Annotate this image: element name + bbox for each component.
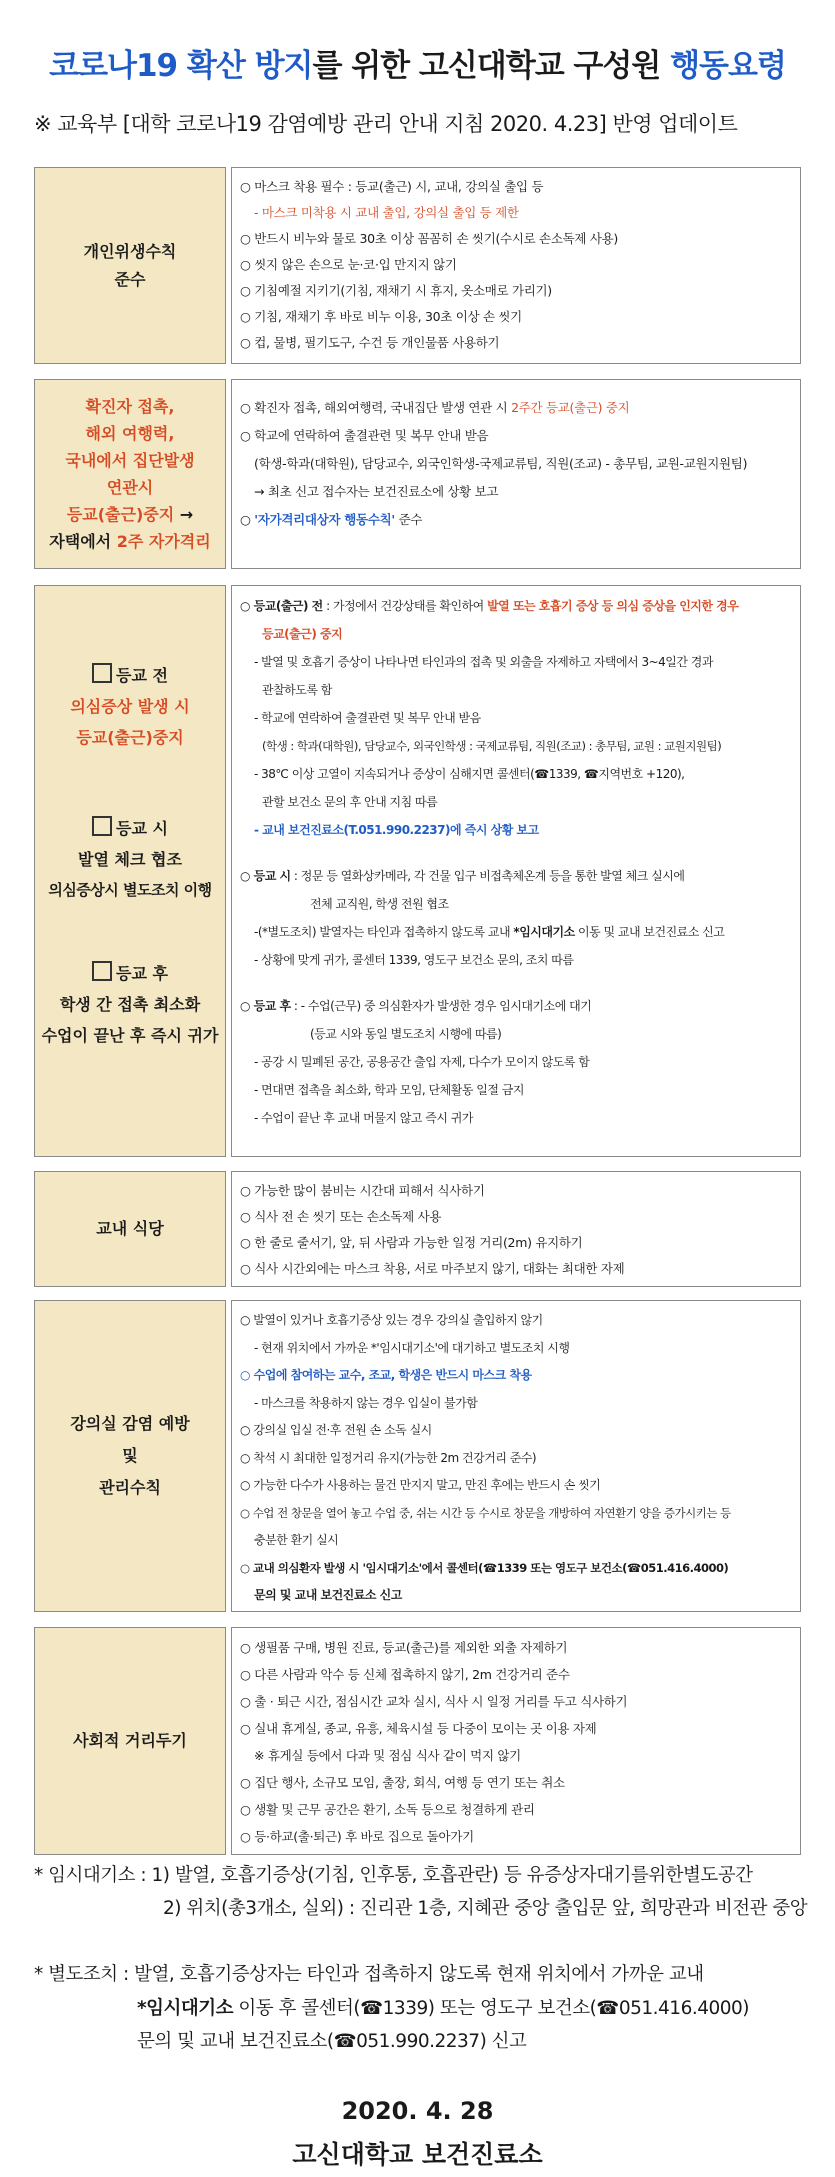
label-red-part: 등교(출근)중지 [66, 505, 175, 524]
list-item: - 상황에 맞게 귀가, 콜센터 1339, 영도구 보건소 문의, 조치 따름 [254, 953, 574, 967]
item-text: : 정문 등 열화상카메라, 각 건물 입구 비접촉체온계 등을 통한 발열 체크 실시에 [290, 869, 685, 883]
label-line: 사회적 거리두기 [73, 1731, 187, 1750]
footnote-separate-measure: * 별도조치 : 발열, 호흡기증상자는 타인과 접촉하지 않도록 현재 위치에서 가까운 교내 [34, 1964, 704, 1985]
list-item: ○ 씻지 않은 손으로 눈·코·입 만지지 않기 [240, 257, 457, 272]
label-heading-text: 등교 시 [116, 819, 168, 838]
list-item: 관찰하도록 함 [262, 683, 332, 697]
list-item: - 수업이 끝난 후 교내 머물지 않고 즉시 귀가 [254, 1111, 473, 1125]
list-item [240, 592, 794, 620]
list-item: ○ 출 · 퇴근 시간, 점심시간 교차 실시, 식사 시 일정 거리를 두고 식사하기 [240, 1694, 628, 1709]
section-content [231, 167, 801, 364]
list-item: - 38℃ 이상 고열이 지속되거나 증상이 심해지면 콜센터(☎1339, ☎지역번호 +120), [254, 767, 685, 781]
label-line: 연관시 [106, 478, 154, 497]
checkbox-icon [92, 961, 112, 981]
item-bold: ○ 등교 후 [240, 999, 291, 1013]
section-contact [34, 379, 801, 569]
list-item: ○ 착석 시 최대한 일정거리 유지(가능한 2m 건강거리 준수) [240, 1450, 537, 1465]
list-item: - 공강 시 밀폐된 공간, 공용공간 출입 자제, 다수가 모이지 않도록 함 [254, 1055, 590, 1069]
section-content [231, 379, 801, 569]
item-highlight: 2주간 등교(출근) 중지 [511, 400, 630, 415]
list-item: 전체 교직원, 학생 전원 협조 [310, 897, 449, 911]
section-label [34, 379, 226, 569]
list-item: 관할 보건소 문의 후 안내 지침 따름 [262, 795, 438, 809]
list-item: ○ 생활 및 근무 공간은 환기, 소독 등으로 청결하게 관리 [240, 1802, 535, 1817]
list-item: (학생 : 학과(대학원), 담당교수, 외국인학생 : 국제교류팀, 직원(조교) : 총무팀, 교원 : 교원지원팀) [262, 739, 722, 753]
label-line: 강의실 감염 예방 [70, 1414, 190, 1433]
label-line [67, 501, 193, 528]
section-content [231, 1171, 801, 1287]
list-item: (등교 시와 동일 별도조치 시행에 따름) [310, 1027, 502, 1041]
label-line: 의심증상 발생 시 [70, 697, 190, 716]
list-item [240, 918, 794, 946]
label-heading [92, 958, 168, 989]
item-bold: ○ 등교(출근) 전 [240, 599, 323, 613]
spacer [240, 844, 794, 862]
list-item: ○ 발열이 있거나 호흡기증상 있는 경우 강의실 출입하지 않기 [240, 1313, 543, 1327]
label-line: 및 [122, 1446, 138, 1465]
list-item: 등교(출근) 중지 [262, 627, 343, 641]
label-line: 학생 간 접촉 최소화 [59, 995, 201, 1014]
section-label [34, 1300, 226, 1612]
list-item: ○ 다른 사람과 악수 등 신체 접촉하지 않기, 2m 건강거리 준수 [240, 1667, 570, 1682]
list-item: ○ 수업에 참여하는 교수, 조교, 학생은 반드시 마스크 착용 [240, 1368, 532, 1382]
footnote-bold: *임시대기소 [137, 1998, 234, 2019]
item-bold: *임시대기소 [513, 925, 575, 939]
section-cafeteria [34, 1171, 801, 1287]
item-text: : 가정에서 건강상태를 확인하여 [322, 599, 488, 613]
list-item: ○ 한 줄로 줄서기, 앞, 뒤 사람과 가능한 일정 거리(2m) 유지하기 [240, 1235, 583, 1250]
list-item: 문의 및 교내 보건진료소 신고 [254, 1588, 402, 1602]
list-item: ※ 휴게실 등에서 다과 및 점심 식사 같이 먹지 않기 [254, 1748, 521, 1763]
section-content [231, 585, 801, 1157]
label-line: 발열 체크 협조 [78, 850, 182, 869]
label-black-part: 자택에서 [49, 532, 117, 551]
list-item: → 최초 신고 접수자는 보건진료소에 상황 보고 [254, 484, 499, 499]
list-item: ○ 가능한 다수가 사용하는 물건 만지지 말고, 만진 후에는 반드시 손 씻기 [240, 1478, 601, 1492]
list-item: - 발열 및 호흡기 증상이 나타나면 타인과의 접촉 및 외출을 자제하고 자택에서 3~4일간 경과 [254, 655, 713, 669]
checkbox-icon [92, 663, 112, 683]
list-item: - 면대면 접촉을 최소화, 학과 모임, 단체활동 일절 금지 [254, 1083, 524, 1097]
list-item: (학생-학과(대학원), 담당교수, 외국인학생-국제교류팀, 직원(조교) - 총무팀, 교원-교원지원팀) [254, 456, 748, 471]
list-item [240, 506, 794, 534]
label-line: 수업이 끝난 후 즉시 귀가 [41, 1026, 219, 1045]
footnote-location: 2) 위치(총3개소, 실외) : 진리관 1층, 지혜관 중앙 출입문 앞, 희망관과 비전관 중앙 [163, 1898, 808, 1919]
section-label [34, 1627, 226, 1855]
item-text: : - 수업(근무) 중 의심환자가 발생한 경우 임시대기소에 대기 [290, 999, 592, 1013]
list-item: - 현재 위치에서 가까운 *'임시대기소'에 대기하고 별도조치 시행 [254, 1340, 570, 1355]
list-item: 충분한 환기 실시 [254, 1533, 339, 1547]
checkbox-icon [92, 816, 112, 836]
label-line: 관리수칙 [99, 1478, 161, 1497]
label-line: 준수 [114, 269, 146, 289]
list-item: - 교내 보건진료소(T.051.990.2237)에 즉시 상황 보고 [254, 823, 539, 837]
list-item: - 마스크 미착용 시 교내 출입, 강의실 출입 등 제한 [254, 205, 519, 220]
label-line: 국내에서 집단발생 [65, 451, 195, 470]
spacer [240, 974, 794, 992]
footnote-line: 문의 및 교내 보건진료소(☎051.990.2237) 신고 [137, 2031, 527, 2052]
section-content [231, 1300, 801, 1612]
label-line: 등교(출근)중지 [76, 728, 184, 747]
label-line: 의심증상시 별도조치 이행 [48, 881, 212, 899]
list-item: ○ 집단 행사, 소규모 모임, 출장, 회식, 여행 등 연기 또는 취소 [240, 1775, 565, 1790]
label-line: 해외 여행력, [85, 424, 175, 443]
label-line: 확진자 접촉, [85, 397, 175, 416]
title-mid: 를 위한 고신대학교 구성원 [312, 48, 671, 84]
label-heading-text: 등교 후 [116, 964, 168, 983]
list-item: ○ 기침예절 지키기(기침, 재채기 시 휴지, 옷소매로 가리기) [240, 283, 552, 298]
issue-date: 2020. 4. 28 [341, 2097, 494, 2125]
list-item: ○ 기침, 재채기 후 바로 비누 이용, 30초 이상 손 씻기 [240, 309, 522, 324]
section-distancing [34, 1627, 801, 1855]
label-heading [92, 660, 168, 691]
list-item: ○ 식사 시간외에는 마스크 착용, 서로 마주보지 않기, 대화는 최대한 자제 [240, 1261, 625, 1276]
page-title [0, 40, 835, 85]
item-highlight: 발열 또는 호흡기 증상 등 의심 증상을 인지한 경우 [487, 599, 739, 613]
list-item: ○ 교내 의심환자 발생 시 '임시대기소'에서 콜센터(☎1339 또는 영도구 보건소(☎051.416.4000) [240, 1560, 729, 1575]
label-line: 교내 식당 [96, 1219, 164, 1238]
list-item: ○ 마스크 착용 필수 : 등교(출근) 시, 교내, 강의실 출입 등 [240, 179, 544, 194]
list-item: - 학교에 연락하여 출결관련 및 복무 안내 받음 [254, 711, 481, 725]
footnote-line [137, 1993, 749, 2024]
organization-name: 고신대학교 보건진료소 [292, 2140, 543, 2169]
list-item: - 마스크를 착용하지 않는 경우 입실이 불가함 [254, 1395, 478, 1410]
item-text: 준수 [394, 512, 423, 527]
footnote-text: 이동 후 콜센터(☎1339) 또는 영도구 보건소(☎051.416.4000) [233, 1998, 750, 2019]
list-item: ○ 학교에 연락하여 출결관련 및 복무 안내 받음 [240, 428, 489, 443]
item-highlight: '자가격리대상자 행동수칙' [254, 512, 395, 527]
section-classroom [34, 1300, 801, 1612]
list-item: ○ 수업 전 창문을 열어 놓고 수업 중, 쉬는 시간 등 수시로 창문을 개방하여 자연환기 양을 증가시키는 등 [240, 1505, 731, 1520]
title-blue-2: 행동요령 [670, 48, 786, 84]
list-item [240, 862, 794, 890]
subtitle: ※ 교육부 [대학 코로나19 감염예방 관리 안내 지침 2020. 4.23] 반영 업데이트 [34, 112, 738, 136]
section-hygiene [34, 167, 801, 364]
section-label [34, 1171, 226, 1287]
label-red-part: 2주 자가격리 [116, 532, 211, 551]
label-heading [92, 813, 168, 844]
list-item: ○ 반드시 비누와 물로 30초 이상 꼼꼼히 손 씻기(수시로 손소독제 사용) [240, 231, 618, 246]
list-item: ○ 등·하교(출·퇴근) 후 바로 집으로 돌아가기 [240, 1829, 474, 1844]
item-text: ○ [240, 512, 255, 527]
footnote-waiting-area: * 임시대기소 : 1) 발열, 호흡기증상(기침, 인후통, 호흡관란) 등 유증상자대기를위한별도공간 [34, 1865, 753, 1886]
section-label [34, 585, 226, 1157]
list-item: ○ 식사 전 손 씻기 또는 손소독제 사용 [240, 1209, 442, 1224]
section-content [231, 1627, 801, 1855]
section-attendance [34, 585, 801, 1157]
list-item: ○ 강의실 입실 전·후 전원 손 소독 실시 [240, 1423, 432, 1437]
list-item: ○ 생필품 구매, 병원 진료, 등교(출근)를 제외한 외출 자제하기 [240, 1640, 568, 1655]
label-heading-text: 등교 전 [116, 666, 168, 685]
list-item: ○ 가능한 많이 붐비는 시간대 피해서 식사하기 [240, 1183, 485, 1198]
list-item: ○ 컵, 물병, 필기도구, 수건 등 개인물품 사용하기 [240, 335, 500, 350]
title-blue-1: 코로나19 확산 방지 [49, 48, 313, 84]
list-item: ○ 실내 휴게실, 종교, 유흥, 체육시설 등 다중이 모이는 곳 이용 자제 [240, 1721, 597, 1736]
item-text: 이동 및 교내 보건진료소 신고 [574, 925, 725, 939]
list-item [240, 992, 794, 1020]
section-label [34, 167, 226, 364]
label-arrow: → [174, 505, 194, 524]
item-text: -(*별도조치) 발열자는 타인과 접촉하지 않도록 교내 [254, 925, 514, 939]
item-text: ○ 확진자 접촉, 해외여행력, 국내집단 발생 연관 시 [240, 400, 512, 415]
item-bold: ○ 등교 시 [240, 869, 291, 883]
label-line: 개인위생수칙 [83, 241, 177, 261]
list-item [240, 394, 794, 422]
label-line [49, 528, 210, 555]
